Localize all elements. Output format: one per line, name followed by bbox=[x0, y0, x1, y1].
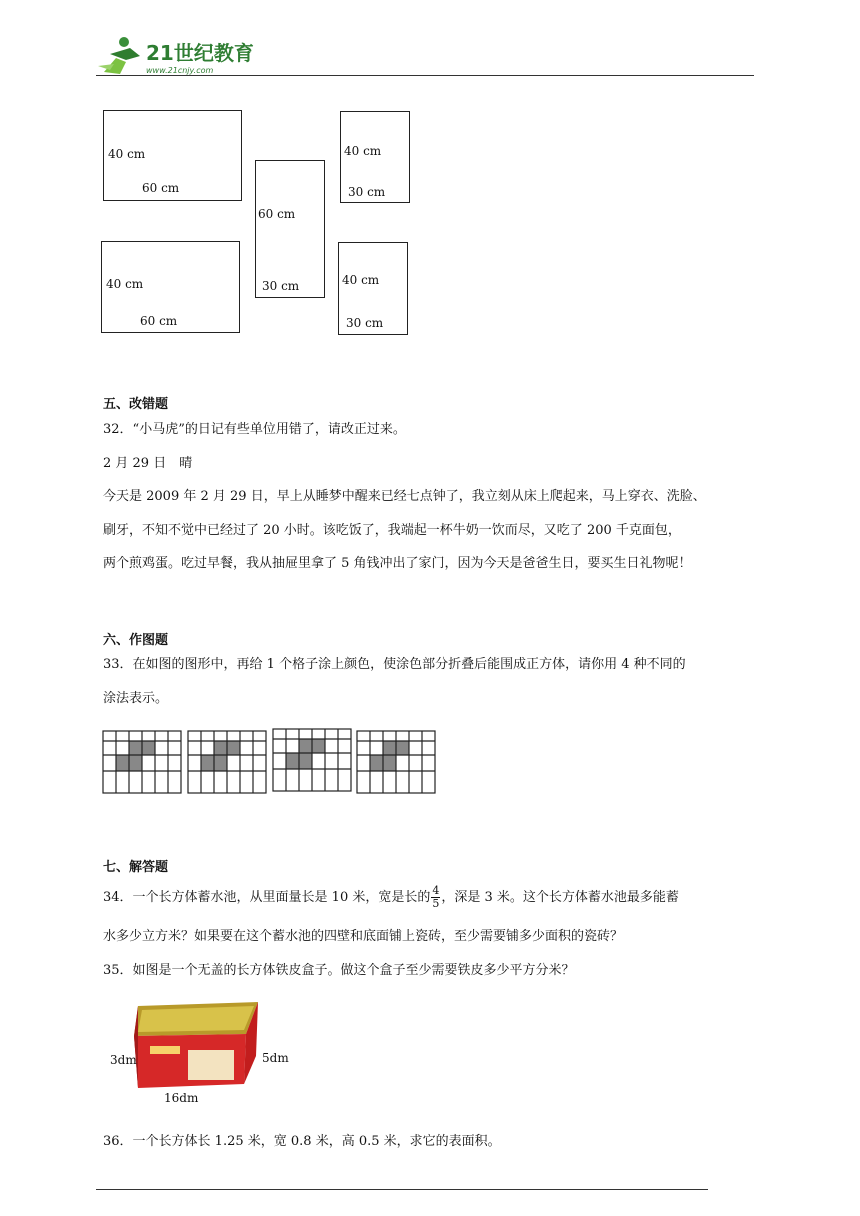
question-32: 32．“小马虎”的日记有些单位用错了，请改正过来。 bbox=[103, 422, 406, 437]
fraction-denominator: 5 bbox=[432, 897, 440, 910]
question-36: 36．一个长方体长 1.25 米，宽 0.8 米，高 0.5 米，求它的表面积。 bbox=[103, 1134, 501, 1149]
rect-40x30-top bbox=[340, 111, 410, 203]
diary-line-2: 刷牙，不知不觉中已经过了 20 小时。该吃饭了，我端起一杯牛奶一饮而尽，又吃了 200 千克面包， bbox=[103, 523, 681, 538]
diary-line-3: 两个煎鸡蛋。吃过早餐，我从抽屉里拿了 5 角钱冲出了家门，因为今天是爸爸生日，要买生日礼物呢！ bbox=[103, 556, 692, 571]
dim-label: 30 cm bbox=[346, 316, 384, 330]
rect-40x60-bottom bbox=[101, 241, 240, 333]
q34-text-a: 34．一个长方体蓄水池，从里面量长是 10 米，宽是长的 bbox=[103, 890, 431, 905]
logo-url: www.21cnjy.com bbox=[146, 66, 214, 75]
question-34-line-1 bbox=[103, 880, 679, 916]
fraction-numerator: 4 bbox=[432, 884, 440, 897]
dim-label: 60 cm bbox=[142, 181, 180, 195]
cube-net-grid-3 bbox=[271, 727, 353, 793]
dim-label: 40 cm bbox=[106, 277, 144, 291]
question-34-line-2: 水多少立方米？如果要在这个蓄水池的四壁和底面铺上瓷砖，至少需要铺多少面积的瓷砖？ bbox=[103, 929, 624, 944]
dim-label: 60 cm bbox=[258, 207, 296, 221]
rect-60x30 bbox=[255, 160, 325, 298]
box-height-label: 3dm bbox=[110, 1053, 137, 1067]
question-33-line-1: 33．在如图的图形中，再给 1 个格子涂上颜色，使涂色部分折叠后能围成正方体，请你用 4 种不同的 bbox=[103, 657, 686, 672]
footer-divider bbox=[96, 1189, 708, 1190]
site-logo bbox=[96, 34, 266, 78]
fraction-four-fifths bbox=[431, 885, 440, 910]
logo-text: 21世纪教育 bbox=[146, 41, 254, 65]
rect-40x30-bottom bbox=[338, 242, 408, 335]
diary-line-1: 今天是 2009 年 2 月 29 日，早上从睡梦中醒来已经七点钟了，我立刻从床上爬起来，马上穿衣、洗脸、 bbox=[103, 489, 706, 504]
dim-label: 60 cm bbox=[140, 314, 178, 328]
tin-box-image bbox=[108, 998, 308, 1108]
box-length-label: 16dm bbox=[164, 1091, 199, 1105]
dim-label: 40 cm bbox=[342, 273, 380, 287]
dim-label: 30 cm bbox=[348, 185, 386, 199]
q34-text-b: ，深是 3 米。这个长方体蓄水池最多能蓄 bbox=[441, 890, 679, 905]
dim-label: 30 cm bbox=[262, 279, 300, 293]
question-35: 35．如图是一个无盖的长方体铁皮盒子。做这个盒子至少需要铁皮多少平方分米？ bbox=[103, 963, 575, 978]
box-width-label: 5dm bbox=[262, 1051, 289, 1065]
runner-icon bbox=[98, 37, 140, 74]
section-title-drawing: 六、作图题 bbox=[103, 633, 169, 648]
question-33-line-2: 涂法表示。 bbox=[103, 691, 169, 706]
cube-net-grid-2 bbox=[186, 729, 268, 795]
dim-label: 40 cm bbox=[108, 147, 146, 161]
cube-net-grid-4 bbox=[355, 729, 437, 795]
section-title-correction: 五、改错题 bbox=[103, 397, 169, 412]
section-title-solutions: 七、解答题 bbox=[103, 860, 169, 875]
cube-net-grid-1 bbox=[101, 729, 183, 795]
diary-date: 2 月 29 日 晴 bbox=[103, 456, 193, 471]
header-divider bbox=[96, 75, 754, 76]
dim-label: 40 cm bbox=[344, 144, 382, 158]
rect-40x60-top bbox=[103, 110, 242, 201]
